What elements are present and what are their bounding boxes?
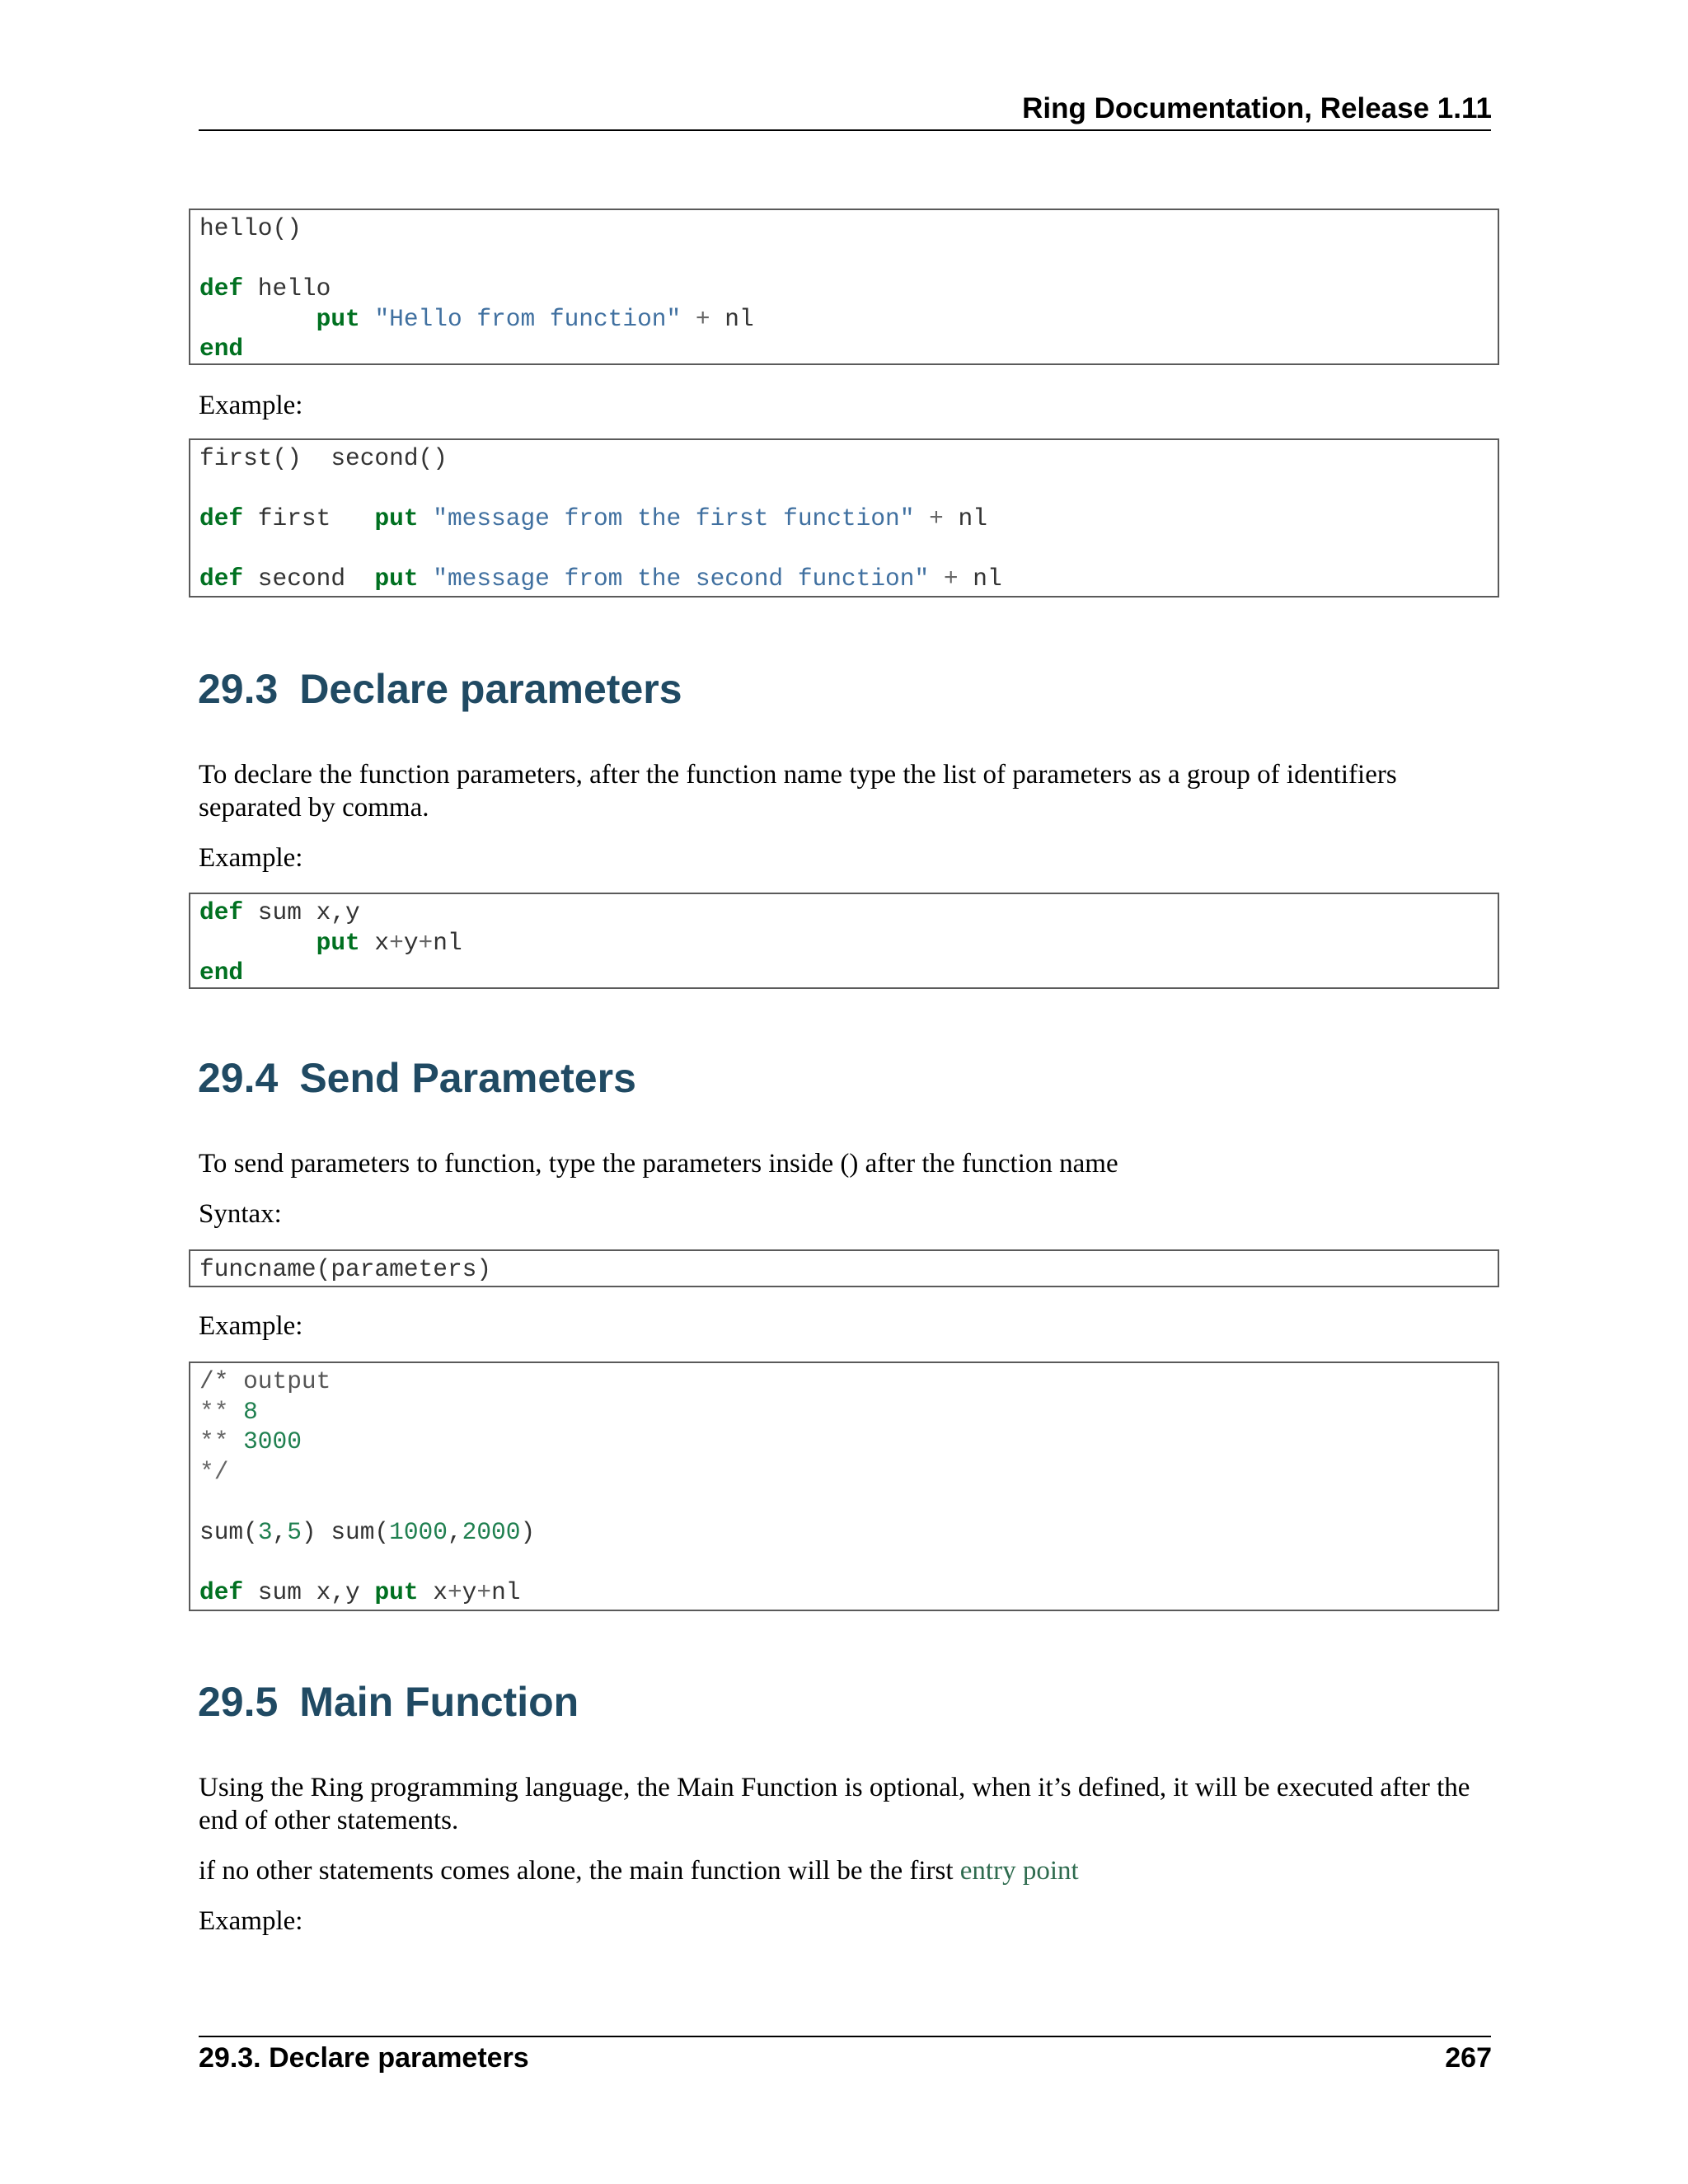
code-line <box>199 958 1489 988</box>
code-number: 1000 <box>389 1517 448 1546</box>
example-label: Example: <box>199 1906 303 1936</box>
code-keyword: put <box>316 928 360 957</box>
code-token: x <box>359 928 390 957</box>
footer-section-title: 29.3. Declare parameters <box>199 2042 529 2074</box>
code-token <box>199 929 316 957</box>
code-number: 5 <box>287 1517 302 1546</box>
code-keyword: put <box>316 304 360 333</box>
code-line <box>199 244 1489 274</box>
code-block <box>189 893 1499 989</box>
code-string: "message from the second function" <box>433 565 930 593</box>
code-keyword: def <box>199 898 244 926</box>
code-line <box>199 274 1489 304</box>
code-line <box>199 1457 1489 1488</box>
section-number: 29.4 <box>198 1055 279 1101</box>
section-title: Declare parameters <box>299 666 682 712</box>
code-keyword: put <box>374 565 419 593</box>
section-title: Send Parameters <box>299 1055 636 1101</box>
running-header: Ring Documentation, Release 1.11 <box>1022 92 1492 124</box>
body-paragraph <box>199 1854 1493 1887</box>
section-number: 29.3 <box>198 666 279 712</box>
code-token <box>419 565 434 593</box>
code-token: hello() <box>199 214 302 242</box>
code-token: + <box>389 928 404 957</box>
code-token: second <box>243 565 375 593</box>
code-token: sum( <box>199 1517 258 1546</box>
body-paragraph: To declare the function parameters, after the function name type the list of parameters as a group of identifiers separated by comma. <box>199 760 1397 823</box>
code-line <box>199 1487 1489 1517</box>
code-token: ) <box>520 1517 536 1546</box>
code-string: "message from the first function" <box>433 504 915 533</box>
code-token: + <box>447 1578 462 1607</box>
code-token: /* output <box>199 1367 331 1395</box>
code-keyword: def <box>199 1578 244 1607</box>
code-line <box>199 564 1489 594</box>
code-token: + <box>929 504 944 533</box>
code-token <box>914 504 929 532</box>
code-token <box>929 565 944 593</box>
code-line <box>199 1427 1489 1457</box>
section-heading <box>198 1678 579 1726</box>
section-number: 29.5 <box>198 1679 279 1725</box>
code-token <box>199 305 316 333</box>
code-token: first <box>243 504 375 533</box>
section-title: Main Function <box>299 1679 579 1725</box>
code-number: 3 <box>257 1517 273 1546</box>
body-paragraph: To send parameters to function, type the parameters inside () after the function name <box>199 1149 1118 1179</box>
code-line <box>199 474 1489 504</box>
code-token: sum x,y <box>243 1578 375 1607</box>
code-token: ) sum( <box>301 1517 390 1546</box>
section-heading <box>198 665 682 713</box>
code-token: nl <box>491 1578 521 1607</box>
body-paragraph: Using the Ring programming language, the Main Function is optional, when it’s defined, it will be executed after the end of other statements. <box>199 1773 1470 1835</box>
code-token: funcname(parameters) <box>199 1255 492 1283</box>
code-keyword: end <box>199 335 244 363</box>
code-line <box>199 534 1489 565</box>
code-token: nl <box>943 504 987 533</box>
footer-rule <box>199 2036 1491 2037</box>
code-block <box>189 209 1499 365</box>
code-block <box>189 1361 1499 1611</box>
code-token: nl <box>433 928 462 957</box>
code-token: sum x,y <box>243 898 360 926</box>
page-number: 267 <box>1445 2042 1492 2074</box>
code-keyword: def <box>199 565 244 593</box>
syntax-label: Syntax: <box>199 1199 282 1229</box>
syntax-code-block <box>189 1249 1499 1287</box>
code-line <box>199 1548 1489 1578</box>
code-line <box>199 1517 1489 1548</box>
code-line <box>199 928 1489 958</box>
code-token: y <box>462 1578 477 1607</box>
code-line <box>199 1577 1489 1608</box>
code-line <box>199 1397 1489 1427</box>
code-line <box>199 443 1489 474</box>
code-token: ** <box>199 1397 244 1426</box>
code-keyword: def <box>199 274 244 303</box>
code-token: nl <box>958 565 1002 593</box>
code-token <box>360 305 375 333</box>
code-line <box>199 504 1489 534</box>
code-keyword: end <box>199 958 244 987</box>
example-label: Example: <box>199 1311 303 1341</box>
code-token: + <box>418 928 434 957</box>
code-string: "Hello from function" <box>374 304 682 333</box>
code-token: x <box>418 1578 448 1607</box>
example-label: Example: <box>199 391 303 420</box>
code-token: + <box>695 304 710 333</box>
code-keyword: def <box>199 504 244 533</box>
code-block <box>189 438 1499 598</box>
code-token <box>419 504 434 532</box>
code-keyword: put <box>374 504 419 533</box>
code-number: 8 <box>243 1397 258 1426</box>
header-rule <box>199 129 1491 131</box>
code-keyword: put <box>374 1578 419 1607</box>
code-token: y <box>403 928 419 957</box>
paragraph-text: if no other statements comes alone, the main function will be the first <box>199 1856 960 1886</box>
code-token: nl <box>710 304 754 333</box>
code-token: + <box>943 565 959 593</box>
code-line <box>199 1366 1489 1397</box>
entry-point-link[interactable]: entry point <box>959 1856 1079 1886</box>
code-token: , <box>272 1517 288 1546</box>
code-token: , <box>447 1517 462 1546</box>
code-line <box>199 334 1489 364</box>
code-token: + <box>476 1578 492 1607</box>
code-number: 3000 <box>243 1427 302 1456</box>
code-token <box>681 305 696 333</box>
code-line <box>199 1254 1489 1285</box>
code-token: */ <box>199 1457 229 1486</box>
code-line <box>199 304 1489 335</box>
code-token: first() second() <box>199 444 448 472</box>
code-token: hello <box>243 274 331 303</box>
code-line <box>199 213 1489 244</box>
code-line <box>199 898 1489 928</box>
code-number: 2000 <box>462 1517 521 1546</box>
code-token: ** <box>199 1427 244 1456</box>
example-label: Example: <box>199 843 303 873</box>
section-heading <box>198 1054 636 1102</box>
